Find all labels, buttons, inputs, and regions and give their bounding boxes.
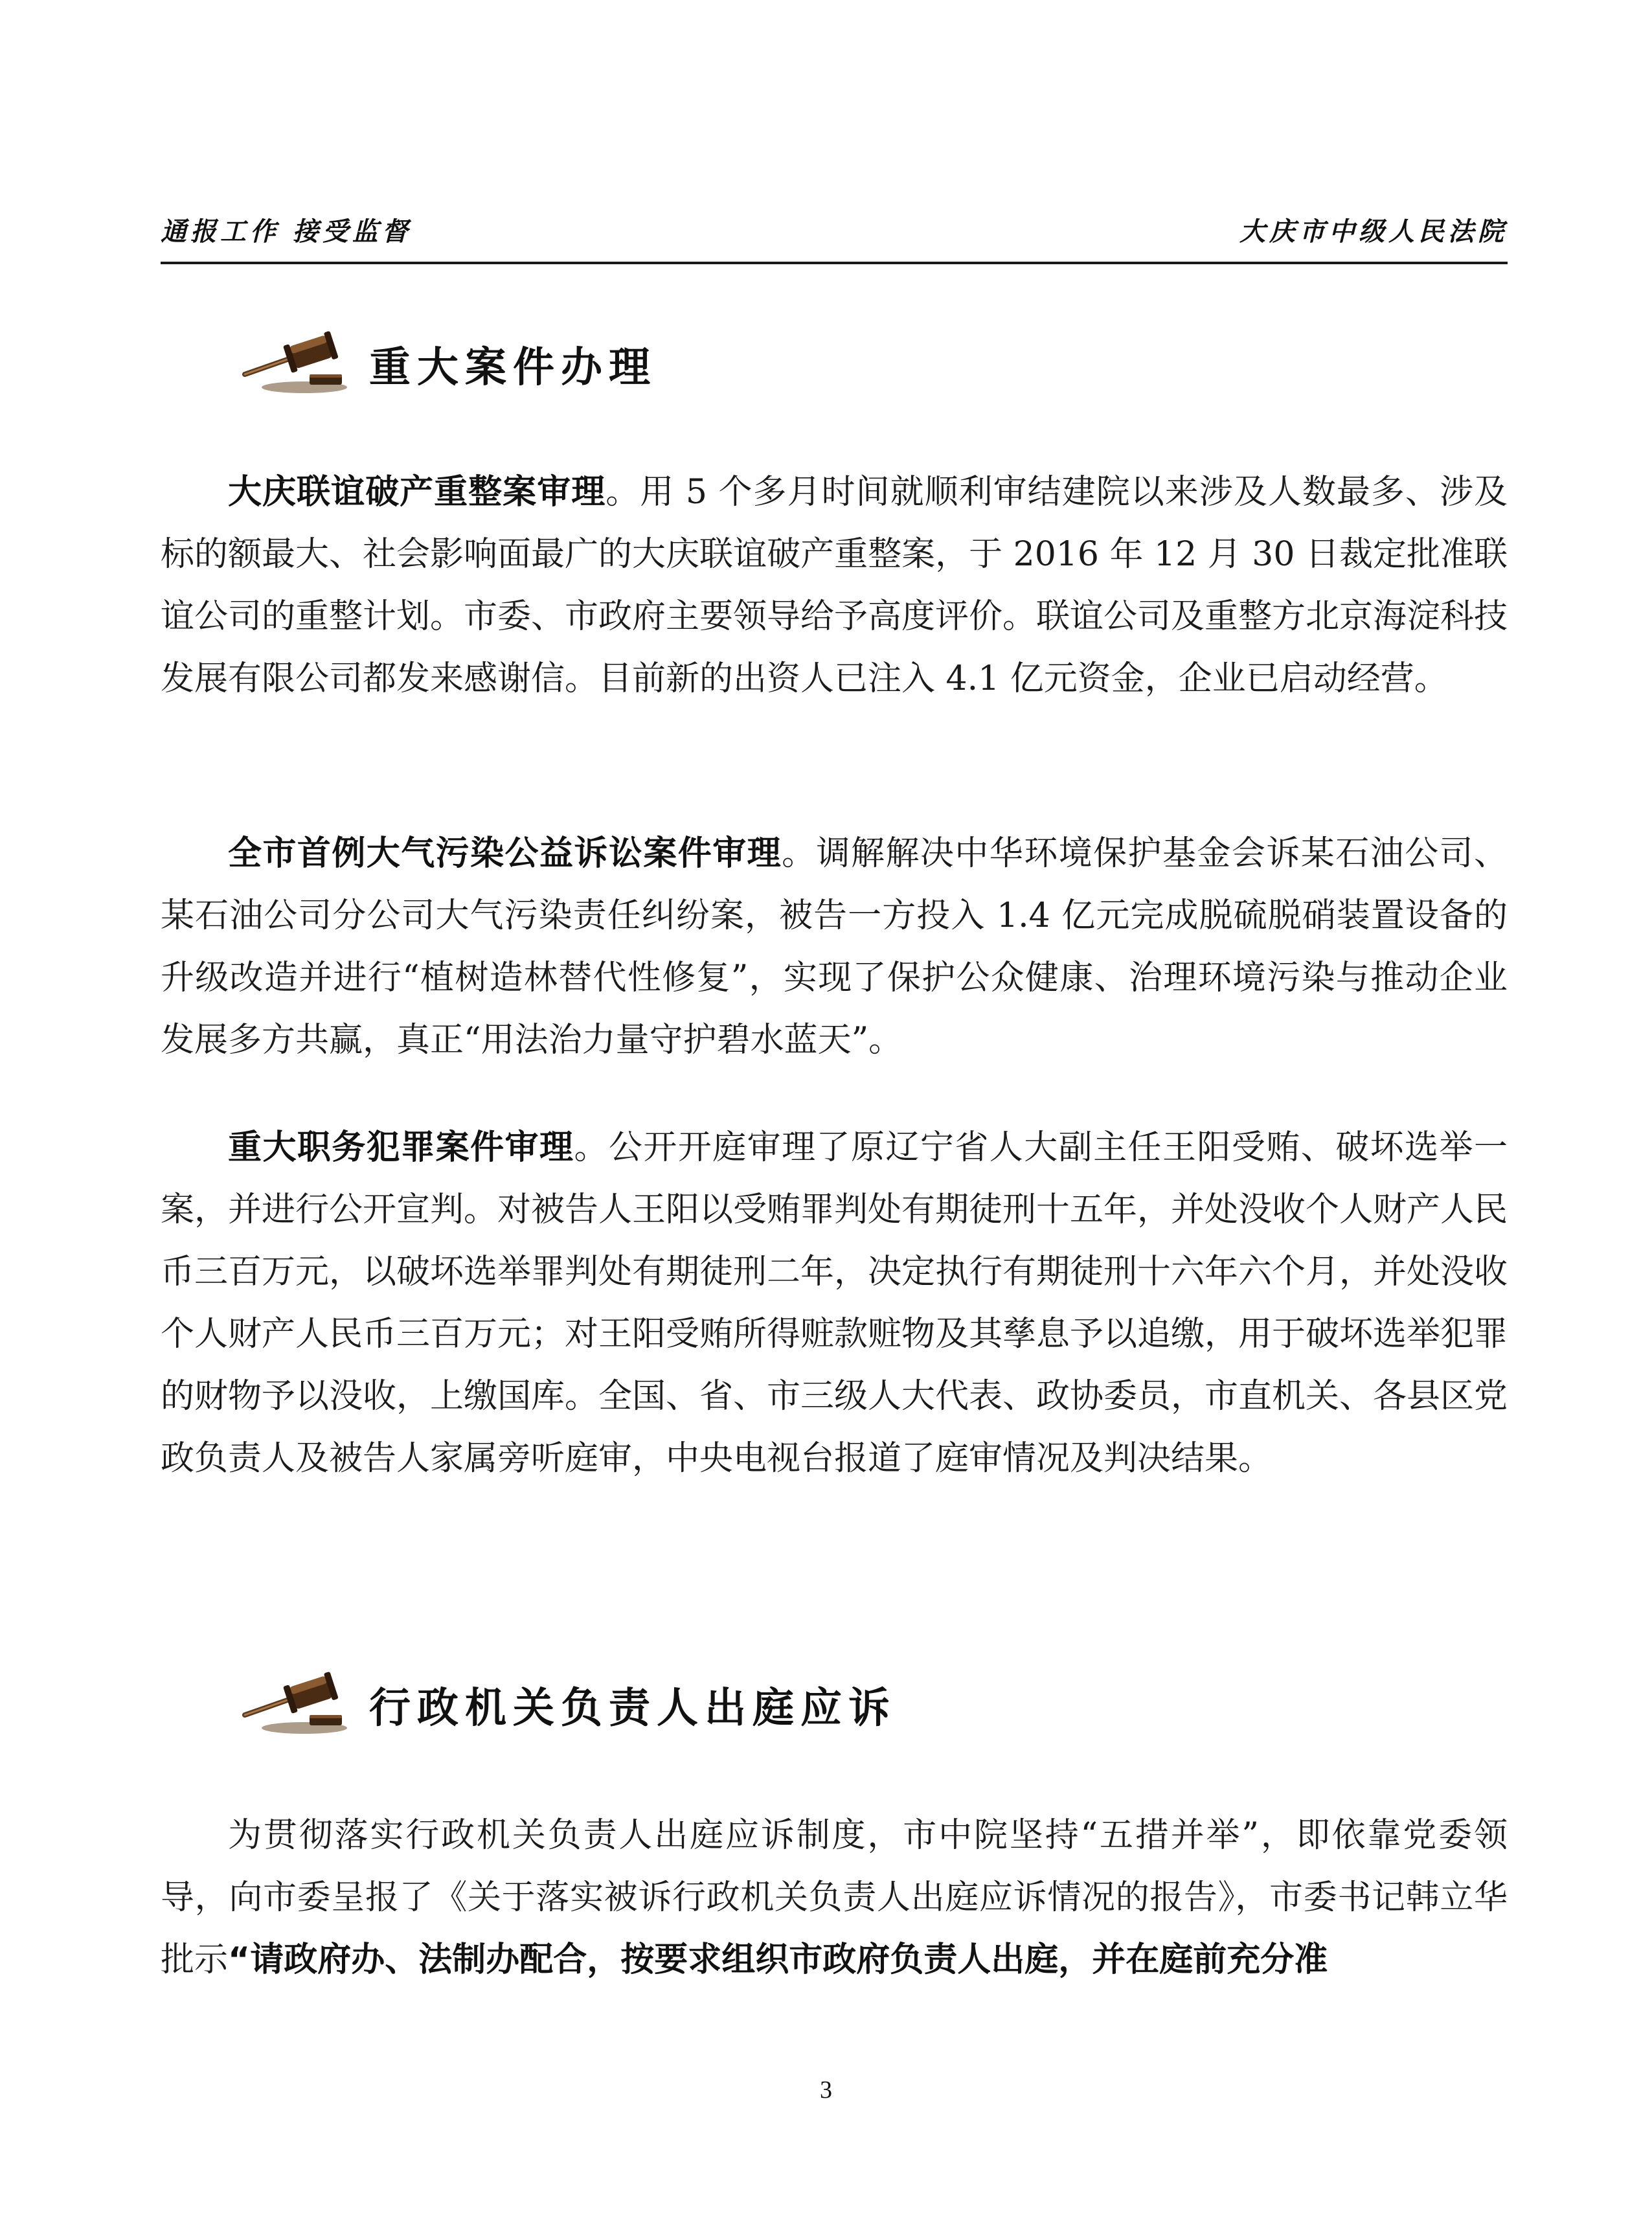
paragraph-text: 为贯彻落实行政机关负责人出庭应诉制度，市中院坚持“五措并举”，即依靠党委领导，向市委呈报了《关于落实被诉行政机关负责人出庭应诉情况的报告》，市委书记韩立华批示 xyxy=(161,1816,1508,1979)
header-right-text: 大庆市中级人民法院 xyxy=(1239,216,1508,247)
page-number: 3 xyxy=(820,2076,832,2104)
paragraph-lead: 大庆联谊破产重整案审理 xyxy=(228,473,606,512)
paragraph-text: 。公开开庭审理了原辽宁省人大副主任王阳受贿、破坏选举一案，并进行公开宣判。对被告人王阳以受贿罪判处有期徒刑十五年，并处没收个人财产人民币三百万元，以破坏选举罪判处有期徒刑二年，决定执行有期徒刑十六年六个月，并处没收个人财产人民币三百万元；对王阳受贿所得赃款赃物及其孳息予以追缴，用于破坏选举犯罪的财物予以没收，上缴国库。全国、省、市三级人大代表、政协委员，市直机关、各县区党政负责人及被告人家属旁听庭审，中央电视台报道了庭审情况及判决结果。 xyxy=(161,1128,1508,1478)
section-title: 重大案件办理 xyxy=(369,343,657,392)
page-header xyxy=(161,206,1508,264)
section-heading-major-cases xyxy=(240,324,1081,408)
section-title: 行政机关负责人出庭应诉 xyxy=(369,1684,896,1732)
paragraph-duty-crime-case xyxy=(161,1117,1508,1490)
paragraph-pollution-case xyxy=(161,823,1508,1071)
header-left-text: 通报工作 接受监督 xyxy=(161,216,412,247)
paragraph-lead: 全市首例大气污染公益诉讼案件审理 xyxy=(228,834,782,873)
paragraph-bold-quote: “请政府办、法制办配合，按要求组织市政府负责人出庭，并在庭前充分准 xyxy=(228,1940,1328,1979)
paragraph-bankruptcy-case xyxy=(161,461,1508,710)
section-heading-administrative-appearance xyxy=(240,1664,1081,1749)
paragraph-lead: 重大职务犯罪案件审理 xyxy=(228,1128,574,1167)
gavel-icon xyxy=(240,1664,350,1736)
paragraph-text: 。调解解决中华环境保护基金会诉某石油公司、某石油公司分公司大气污染责任纠纷案，被告一方投入 1.4 亿元完成脱硫脱硝装置设备的升级改造并进行“植树造林替代性修复”，实现了保护公众健康、治理环境污染与推动企业发展多方共赢，真正“用法治力量守护碧水蓝天”。 xyxy=(161,834,1508,1060)
paragraph-text: 。用 5 个多月时间就顺利审结建院以来涉及人数最多、涉及标的额最大、社会影响面最广的大庆联谊破产重整案，于 2016 年 12 月 30 日裁定批准联谊公司的重整计划。市委、市政府主要领导给予高度评价。联谊公司及重整方北京海淀科技发展有限公司都发来感谢信。目前新的出资人已注入 4.1 亿元资金，企业已启动经营。 xyxy=(161,473,1508,698)
paragraph-administrative-appearance xyxy=(161,1804,1508,1991)
gavel-icon xyxy=(240,324,350,395)
